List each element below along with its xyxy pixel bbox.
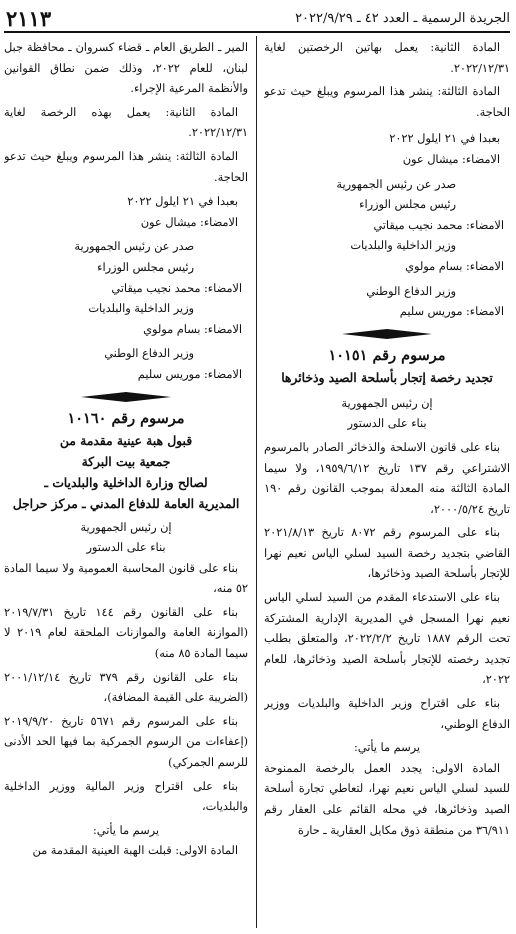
decree-title: جمعية بيت البركة	[81, 453, 171, 469]
signature-line: الامضاء: محمد نجيب ميقاتي	[111, 281, 242, 295]
page-number: ٢١١٣	[6, 6, 52, 31]
signatory-title: وزير الداخلية والبلديات	[350, 239, 456, 253]
preamble-line: إن رئيس الجمهورية	[341, 396, 433, 410]
decree-title: قبول هبة عينية مقدمة من	[59, 432, 193, 448]
legal-basis-paragraph: بناء على المرسوم رقم ٨٠٧٢ تاريخ ٢٠٢١/٨/١٣ القاضي بتجديد رخصة السيد لسلي الياس نعيم نهرا للإتجار بأسلحة الصيد وذخائرها،	[264, 526, 510, 581]
issued-by: صدر عن رئيس الجمهورية	[74, 240, 194, 254]
signature-line: الامضاء: بسام مولوي	[143, 322, 242, 336]
signature-line: الامضاء: محمد نجيب ميقاتي	[373, 218, 504, 232]
signatory-title: وزير الدفاع الوطني	[104, 347, 194, 361]
signature-line: الامضاء: ميشال عون	[140, 215, 238, 229]
right-column	[264, 38, 510, 841]
article-paragraph: المادة الاولى: قبلت الهبة العينية المقدمة من	[32, 844, 238, 858]
article-paragraph: المادة الثانية: يعمل بهاتين الرخصتين لغاية ٢٠٢٢/١٢/٣١.	[264, 41, 510, 75]
signatory-title: وزير الداخلية والبلديات	[88, 302, 194, 316]
decree-number: مرسوم رقم ١٠١٥١	[328, 346, 446, 364]
preamble-line: بناء على الدستور	[347, 417, 427, 431]
legal-basis-paragraph: بناء على اقتراح وزير المالية ووزير الداخلية والبلديات،	[4, 779, 248, 814]
legal-basis-paragraph: بناء على قانون المحاسبة العمومية ولا سيما المادة ٥٢ منه،	[4, 561, 248, 596]
article-paragraph: المادة الثالثة: ينشر هذا المرسوم ويبلغ حيث تدعو الحاجة.	[4, 149, 248, 184]
signature-line: الامضاء: بسام مولوي	[405, 259, 504, 273]
signature-line: الامضاء: موريس سليم	[399, 305, 504, 319]
decree-formula: يرسم ما يأتي:	[354, 741, 420, 755]
running-title: الجريدة الرسمية ـ العدد ٤٢ ـ ٢٠٢٢/٩/٢٩	[295, 11, 510, 26]
article-paragraph: المادة الاولى: يجدد العمل بالرخصة الممنوحة للسيد لسلي الياس نعيم نهرا، لتعاطي تجارة أسلحة الصيد وذخائرها، في محله القائم على العقار رقم ٣٦/٩١١ من منطقة ذوق مكايل العقارية ـ حارة	[264, 761, 510, 837]
article-continuation: المير ـ الطريق العام ـ قضاء كسروان ـ محافظة جبل لبنان، للعام ٢٠٢٢، وذلك ضمن نطاق القوانين والأنظمة المرعية الإجراء.	[4, 41, 248, 96]
decree-number: مرسوم رقم ١٠١٦٠	[67, 409, 185, 427]
section-ornament	[264, 323, 510, 345]
article-paragraph: المادة الثانية: يعمل بهذه الرخصة لغاية ٢٠٢٢/١٢/٣١.	[4, 105, 248, 140]
decree-title: لصالح وزارة الداخلية والبلديات ـ	[44, 474, 208, 490]
signatory-title: رئيس مجلس الوزراء	[97, 260, 194, 274]
signature-line: الامضاء: ميشال عون	[402, 152, 500, 166]
column-divider	[256, 36, 257, 928]
signatory-title: وزير الدفاع الوطني	[366, 284, 456, 298]
signatory-title: رئيس مجلس الوزراء	[359, 198, 456, 212]
preamble-line: بناء على الدستور	[86, 541, 166, 555]
signature-line: الامضاء: موريس سليم	[137, 367, 242, 381]
legal-basis-paragraph: بناء على قانون الاسلحة والذخائر الصادر بالمرسوم الاشتراعي رقم ١٣٧ تاريخ ١٩٥٩/٦/١٢، ولا سيما المادة الثالثة منه المعدلة بموجب القانون رقم ١٩٠ تاريخ ٢٠٠٠/٥/٢٤،	[264, 440, 510, 516]
decree-formula: يرسم ما يأتي:	[93, 823, 159, 837]
legal-basis-paragraph: بناء على الاستدعاء المقدم من السيد لسلي الياس نعيم نهرا المسجل في المديرية الإدارية المشتركة تحت الرقم ١٨٨٧ تاريخ ٢٠٢٢/٢/٢، والمتعلق بطلب تجديد رخصته للإتجار بأسلحة الصيد وذخائرها، للعام ٢٠٢٢،	[264, 591, 510, 687]
page-header	[4, 6, 510, 32]
section-ornament	[4, 386, 248, 408]
article-paragraph: المادة الثالثة: ينشر هذا المرسوم ويبلغ حيث تدعو الحاجة.	[264, 85, 510, 119]
place-date: بعبدا في ٢١ ايلول ٢٠٢٢	[127, 195, 238, 209]
legal-basis-paragraph: بناء على القانون رقم ١٤٤ تاريخ ٢٠١٩/٧/٣١ (الموازنة العامة والموازنات الملحقة لعام ٢٠١٩ لا سيما المادة ٨٥ منه)	[4, 605, 248, 661]
preamble-line: إن رئيس الجمهورية	[80, 520, 172, 534]
legal-basis-paragraph: بناء على القانون رقم ٣٧٩ تاريخ ٢٠٠١/١٢/١٤ (الضريبة على القيمة المضافة)،	[4, 670, 248, 705]
left-column	[4, 38, 248, 862]
decree-title: المديرية العامة للدفاع المدني ـ مركز حراجل	[12, 495, 240, 511]
header-rule	[4, 31, 510, 33]
place-date: بعبدا في ٢١ ايلول ٢٠٢٢	[389, 132, 500, 146]
legal-basis-paragraph: بناء على المرسوم رقم ٥٦٧١ تاريخ ٢٠١٩/٩/٢٠ (إعفاءات من الرسوم الجمركية بما فيها الحد الأدنى للرسم الجمركي)	[4, 714, 248, 770]
legal-basis-paragraph: بناء على اقتراح وزير الداخلية والبلديات ووزير الدفاع الوطني،	[264, 697, 510, 731]
issued-by: صدر عن رئيس الجمهورية	[336, 177, 456, 191]
decree-title: تجديد رخصة إتجار بأسلحة الصيد وذخائرها	[281, 369, 493, 385]
